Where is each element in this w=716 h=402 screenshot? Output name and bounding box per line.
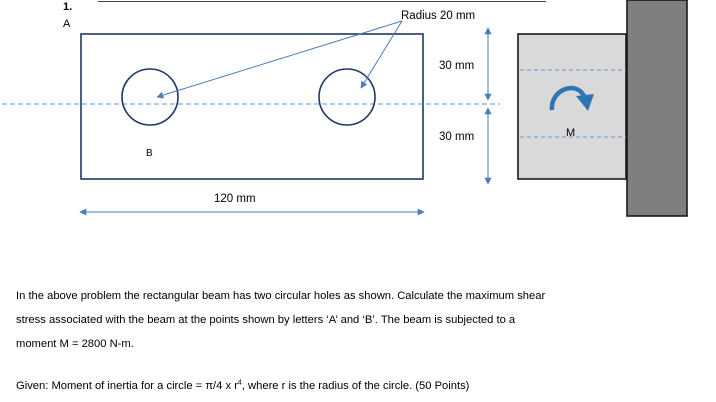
wall-support <box>627 0 687 216</box>
label-point-b: B <box>146 148 153 159</box>
given-statement <box>16 374 646 398</box>
problem-line-3: moment M = 2800 N-m. <box>16 338 134 350</box>
beam-rectangle <box>81 34 423 179</box>
hole-left <box>122 69 178 125</box>
problem-line-1: In the above problem the rectangular beam has two circular holes as shown. Calculate the maximum shear <box>16 290 546 302</box>
problem-statement <box>16 284 646 356</box>
given-exponent: 4 <box>237 379 242 387</box>
label-upper-offset: 30 mm <box>439 60 475 72</box>
label-width: 120 mm <box>214 193 256 205</box>
label-point-a: A <box>63 18 71 30</box>
beam-side-section <box>518 34 626 179</box>
label-radius: Radius 20 mm <box>401 10 476 22</box>
given-suffix: , where r is the radius of the circle. (50 Points) <box>241 380 470 392</box>
radius-leader-right <box>361 21 402 88</box>
radius-leader-left <box>157 21 402 97</box>
problem-line-2: stress associated with the beam at the points shown by letters ‘A’ and ‘B’. The beam is subjected to a <box>16 314 516 326</box>
given-prefix: Given: Moment of inertia for a circle = π/4 x r <box>16 380 238 392</box>
question-number: 1. <box>63 1 73 13</box>
label-moment: M <box>566 127 576 139</box>
hole-right <box>319 69 375 125</box>
label-lower-offset: 30 mm <box>439 131 475 143</box>
